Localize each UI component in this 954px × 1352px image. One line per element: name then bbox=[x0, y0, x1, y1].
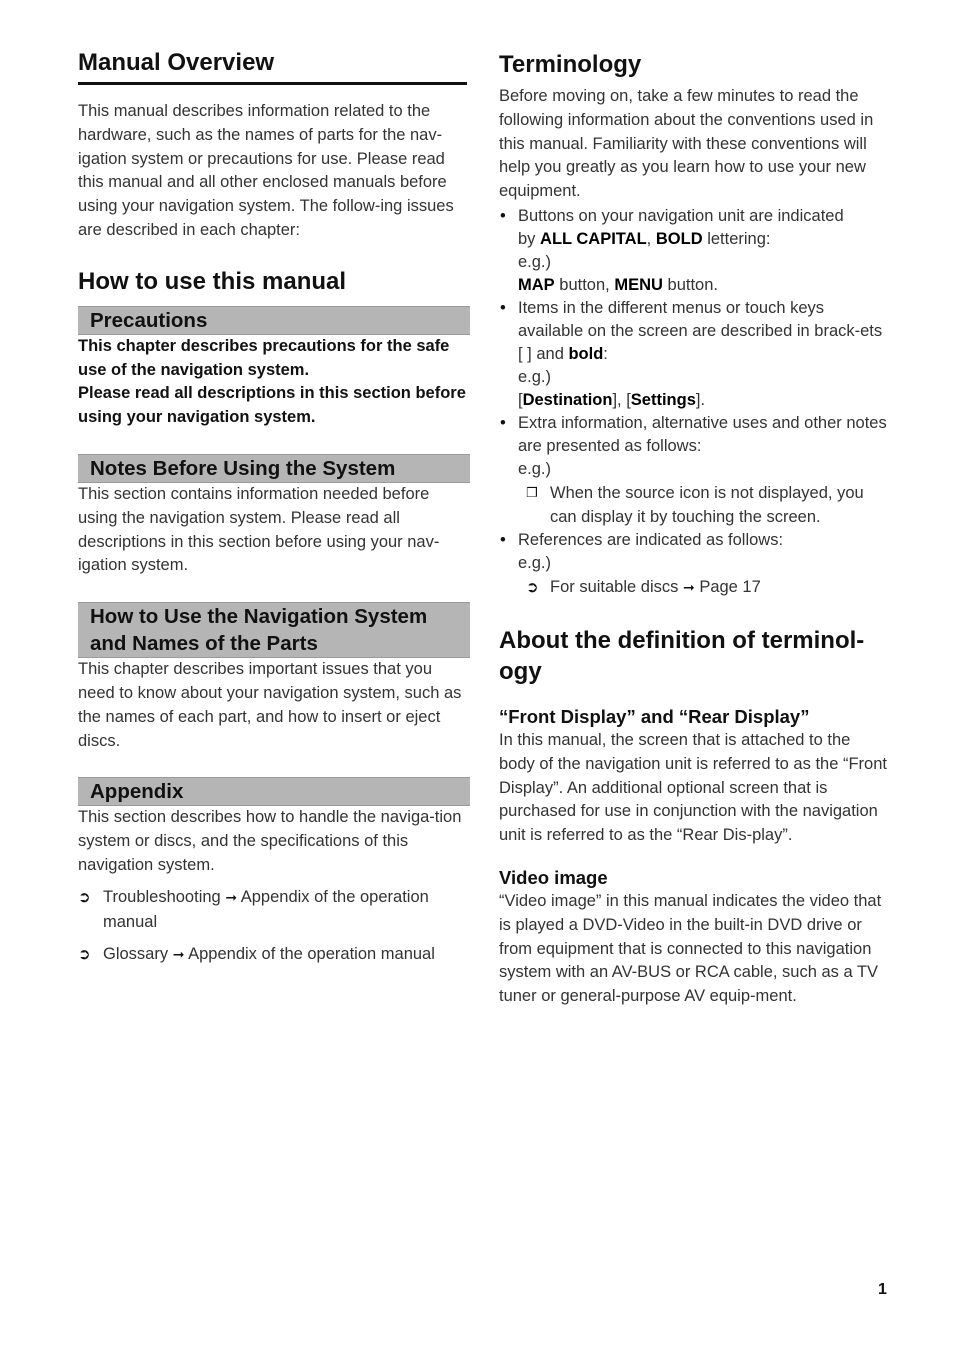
ref-target-cont: manual bbox=[103, 912, 158, 931]
overview-heading-block bbox=[78, 48, 467, 85]
reference-glossary bbox=[78, 943, 470, 968]
bullet-text: by bbox=[518, 229, 536, 248]
all-capital-term: ALL CAPITAL bbox=[540, 229, 647, 248]
ref-label: Glossary bbox=[103, 945, 169, 964]
ref-target: Page 17 bbox=[699, 577, 761, 596]
terminology-intro: Before moving on, take a few minutes to read the following information about the conventions used in this manual. Familiarity with these conventions will help you greatly as you learn how to use your new equipment. bbox=[499, 87, 874, 201]
video-image-text: “Video image” in this manual indicates the video that is played a DVD-Video in the built-in DVD drive or from equipment that is connected to this navigation system with an AV-BUS or RCA cable, such as a TV tuner or general-purpose AV equip-ment. bbox=[499, 891, 882, 1006]
navparts-bar bbox=[78, 602, 470, 658]
right-arrow-icon: ➞ bbox=[682, 579, 695, 596]
punct: ], [ bbox=[612, 390, 631, 409]
punct: : bbox=[603, 344, 608, 363]
curved-arrow-icon: ➲ bbox=[78, 888, 91, 906]
precautions-text-1: This chapter describes precautions for the safe use of the navigation system. bbox=[78, 336, 450, 379]
bullet-dot: • bbox=[500, 298, 506, 317]
bullet-text: Buttons on your navigation unit are indicated bbox=[518, 206, 844, 225]
navparts-title-line1: How to Use the Navigation System bbox=[90, 605, 428, 629]
bullet-dot: • bbox=[500, 413, 506, 432]
bullet-text: button. bbox=[667, 275, 718, 294]
example-label: e.g.) bbox=[518, 252, 552, 271]
bullet-text: Extra information, alternative uses and other notes are presented as follows: bbox=[518, 413, 887, 455]
ref-label: For suitable discs bbox=[550, 577, 679, 596]
bullet-buttons bbox=[499, 205, 889, 297]
terminology-title: Terminology bbox=[499, 51, 642, 78]
right-column bbox=[499, 48, 889, 1009]
example-label: e.g.) bbox=[518, 553, 552, 572]
reference-troubleshooting bbox=[78, 886, 470, 935]
destination-term: Destination bbox=[522, 390, 613, 409]
definition-title: About the definition of terminol-ogy bbox=[499, 626, 865, 685]
reference-example bbox=[518, 575, 889, 601]
navparts-title-line2: and Names of the Parts bbox=[90, 632, 318, 656]
page-number: 1 bbox=[878, 1281, 887, 1298]
bullet-text: References are indicated as follows: bbox=[518, 530, 784, 549]
precautions-bar: Precautions bbox=[78, 306, 470, 335]
bullet-menus bbox=[499, 297, 889, 412]
bullet-dot: • bbox=[500, 530, 506, 549]
video-image-title: Video image bbox=[499, 866, 608, 888]
appendix-text: This section describes how to handle the naviga-tion system or discs, and the specifications of this navigation system. bbox=[78, 808, 462, 874]
example-label: e.g.) bbox=[518, 459, 552, 478]
howto-title: How to use this manual bbox=[78, 267, 347, 295]
left-column bbox=[78, 48, 470, 968]
precautions-text-2: Please read all descriptions in this section before using your navigation system. bbox=[78, 384, 466, 427]
bullet-notes bbox=[499, 412, 889, 529]
notes-bar: Notes Before Using the System bbox=[78, 454, 470, 483]
front-rear-title: “Front Display” and “Rear Display” bbox=[499, 705, 810, 727]
ref-target: Appendix of the operation manual bbox=[188, 945, 435, 964]
bullet-references bbox=[499, 529, 889, 601]
bullet-dot: • bbox=[500, 206, 506, 225]
checkbox-icon: ❒ bbox=[526, 484, 538, 500]
bullet-text: Items in the different menus or touch keys available on the screen are described in brack-ets [ ] and bbox=[518, 298, 883, 363]
punct: , bbox=[646, 229, 652, 248]
curved-arrow-icon: ➲ bbox=[78, 946, 91, 964]
example-label: e.g.) bbox=[518, 367, 552, 386]
settings-term: Settings bbox=[630, 390, 696, 409]
ref-target: Appendix of the operation bbox=[240, 887, 429, 906]
map-term: MAP bbox=[518, 275, 555, 294]
bullet-text: lettering: bbox=[707, 229, 771, 248]
ref-label: Troubleshooting bbox=[103, 887, 221, 906]
bullet-text: button, bbox=[559, 275, 610, 294]
note-text: When the source icon is not displayed, you can display it by touching the screen. bbox=[550, 483, 864, 526]
notes-text: This section contains information needed before using the navigation system. Please read all descriptions in this section before using your nav-igation system. bbox=[78, 484, 440, 575]
bold-term: BOLD bbox=[655, 229, 703, 248]
right-arrow-icon: ➞ bbox=[225, 889, 238, 906]
bold-term: bold bbox=[568, 344, 604, 363]
appendix-bar: Appendix bbox=[78, 777, 470, 806]
navparts-text: This chapter describes important issues that you need to know about your navigation system, such as the names of each part, and how to insert or eject discs. bbox=[78, 660, 462, 750]
overview-title: Manual Overview bbox=[78, 49, 275, 76]
curved-arrow-icon: ➲ bbox=[526, 578, 539, 596]
note-example bbox=[518, 481, 889, 529]
punct: ]. bbox=[695, 390, 706, 409]
punct: [ bbox=[518, 390, 523, 409]
right-arrow-icon: ➞ bbox=[172, 947, 185, 964]
overview-text: This manual describes information related to the hardware, such as the names of parts for the nav-igation system or precautions for use. Please read this manual and all other enclosed manuals before using your navigation system. The follow-ing issues are described in each chapter: bbox=[78, 102, 454, 239]
front-rear-text: In this manual, the screen that is attached to the body of the navigation unit is referred to as the “Front Display”. An additional optional screen that is purchased for use in conjunction with the navigation unit is referred to as the “Rear Dis-play”. bbox=[499, 730, 887, 845]
menu-term: MENU bbox=[614, 275, 663, 294]
